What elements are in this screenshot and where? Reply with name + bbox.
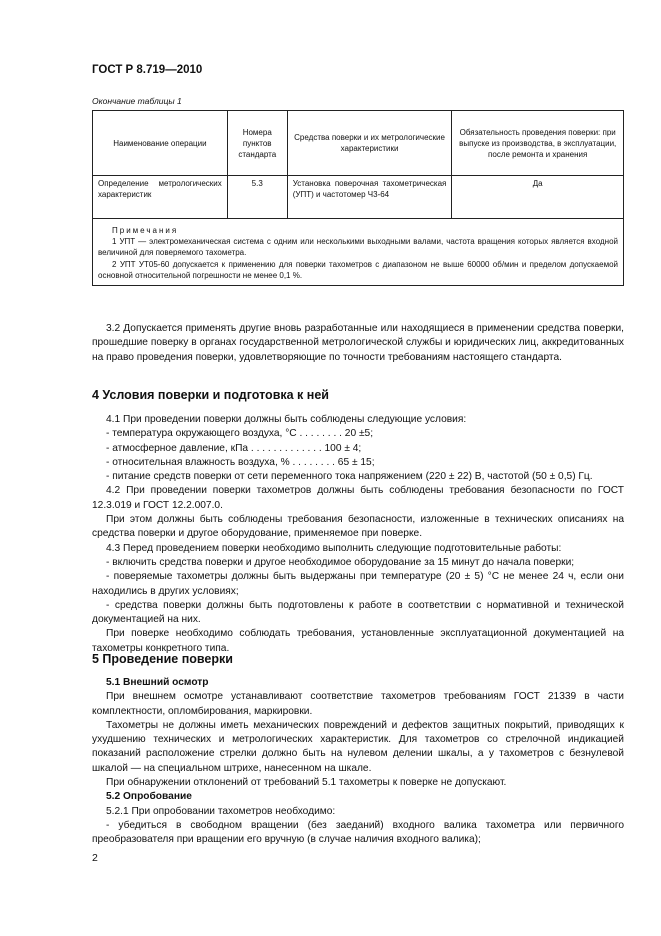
paragraph-4-end: При поверке необходимо соблюдать требования, установленные эксплуатационной документацией на тахометры конкретного типа. xyxy=(92,628,624,654)
paragraph-4-3: 4.3 Перед проведением поверки необходимо выполнить следующие подготовительные работы: xyxy=(106,542,562,554)
document-header: ГОСТ Р 8.719—2010 xyxy=(92,64,203,76)
table-row xyxy=(93,176,624,219)
table-header-cell: Средства поверки и их метрологические характеристики xyxy=(287,111,452,176)
table-cell: Определение метрологических характеристик xyxy=(93,176,228,219)
paragraph-5-2-1a: - убедиться в свободном вращении (без заеданий) входного валика тахометра или первичного преобразователя при вращении его вручную (в случае наличия входного валика); xyxy=(92,819,624,846)
condition-value: 65 ± 15; xyxy=(337,456,375,468)
table-cell: Да xyxy=(452,176,624,219)
condition-label: - атмосферное давление, кПа xyxy=(106,442,249,454)
power-condition: - питание средств поверки от сети переменного тока напряжением (220 ± 22) В, частотой (50 ± 0,5) Гц. xyxy=(106,471,593,483)
table-cell: Установка поверочная тахометрическая (УПТ) и частотомер Ч3-64 xyxy=(287,176,452,219)
section-5-title: 5 Проведение поверки xyxy=(92,652,233,666)
condition-label: - относительная влажность воздуха, % xyxy=(106,456,290,468)
table-caption: Окончание таблицы 1 xyxy=(92,96,182,106)
condition-row xyxy=(92,456,624,470)
leader-dots: . . . . . . . . xyxy=(296,428,345,440)
prep-item: - поверяемые тахометры должны быть выдержаны при температуре (20 ± 5) °С не менее 24 ч, если они находились в других условиях; xyxy=(92,571,624,597)
table-header-cell: Обязательность проведения поверки: при выпуске из производства, в эксплуатации, после ремонта и хранения xyxy=(452,111,624,176)
subsection-5-1-title: 5.1 Внешний осмотр xyxy=(106,677,209,688)
condition-value: 20 ±5; xyxy=(344,428,374,440)
paragraph-5-1a: При внешнем осмотре устанавливают соответствие тахометров требованиям ГОСТ 21339 в части комплектности, опломбирования, маркировки. xyxy=(92,691,624,717)
table-header-cell: Номера пунктов стандарта xyxy=(227,111,287,176)
condition-row xyxy=(92,427,624,441)
subsection-5-2-title: 5.2 Опробование xyxy=(106,791,192,803)
paragraph-5-1b: Тахометры не должны иметь механических повреждений и дефектов защитных покрытий, приводящих к ухудшению технических и метрологических характеристик. Для тахометров со стрелочной индикацией показаний расположение стрелки должно быть на нулевом делении шкалы, а у тахометров с безнулевой шкалой — на специальном штрихе, нанесенном на шкале. xyxy=(92,719,624,774)
note-item: 2 УПТ УТ05-60 допускается к применению для поверки тахометров с диапазоном не выше 60000 об/мин и пределом допускаемой основной относительной погрешности не менее 0,1 %. xyxy=(98,259,618,280)
table-notes-row xyxy=(93,219,624,286)
paragraph-4-2-safety: При этом должны быть соблюдены требования безопасности, изложенные в технических описаниях на средства поверки и другое оборудование, применяемое при поверке. xyxy=(92,514,624,540)
table-header-row xyxy=(93,111,624,176)
table-notes xyxy=(93,219,624,286)
prep-item: - средства поверки должны быть подготовлены к работе в соответствии с нормативной и технической документацией на них. xyxy=(92,599,624,626)
leader-dots: . . . . . . . . xyxy=(289,456,338,468)
section-5-body xyxy=(92,676,624,848)
paragraph-5-2-1: 5.2.1 При опробовании тахометров необходимо: xyxy=(106,805,336,817)
condition-row xyxy=(92,442,624,456)
prep-item: - включить средства поверки и другое необходимое оборудование за 15 минут до начала поверки; xyxy=(106,556,575,568)
operations-table xyxy=(92,110,624,286)
table-cell: 5.3 xyxy=(227,176,287,219)
section-4-title: 4 Условия поверки и подготовка к ней xyxy=(92,388,329,402)
condition-label: - температура окружающего воздуха, °С xyxy=(106,428,297,440)
section-4-body xyxy=(92,413,624,656)
table-header-cell: Наименование операции xyxy=(93,111,228,176)
paragraph-4-2: 4.2 При проведении поверки тахометров должны быть соблюдены требования безопасности по ГОСТ 12.3.019 и ГОСТ 12.2.007.0. xyxy=(92,485,624,511)
page-number: 2 xyxy=(92,852,98,864)
paragraph-3-2: 3.2 Допускается применять другие вновь разработанные или находящиеся в применении средства поверки, прошедшие поверку в органах государственной метрологической службы и юридических лиц, аккредитованных на право проведения поверки, удовлетворяющие по точности требованиям настоящего стандарта. xyxy=(92,323,624,363)
paragraph-5-1c: При обнаружении отклонений от требований 5.1 тахометры к поверке не допускают. xyxy=(106,777,507,789)
condition-value: 100 ± 4; xyxy=(324,442,362,454)
notes-title: Примечания xyxy=(112,226,179,235)
paragraph-4-1: 4.1 При проведении поверки должны быть соблюдены следующие условия: xyxy=(106,414,467,425)
note-item: 1 УПТ — электромеханическая система с одним или несколькими выходными валами, частота вращения которых является входной величиной для поверяемого тахометра. xyxy=(98,237,618,258)
leader-dots: . . . . . . . . . . . . . xyxy=(248,442,325,454)
